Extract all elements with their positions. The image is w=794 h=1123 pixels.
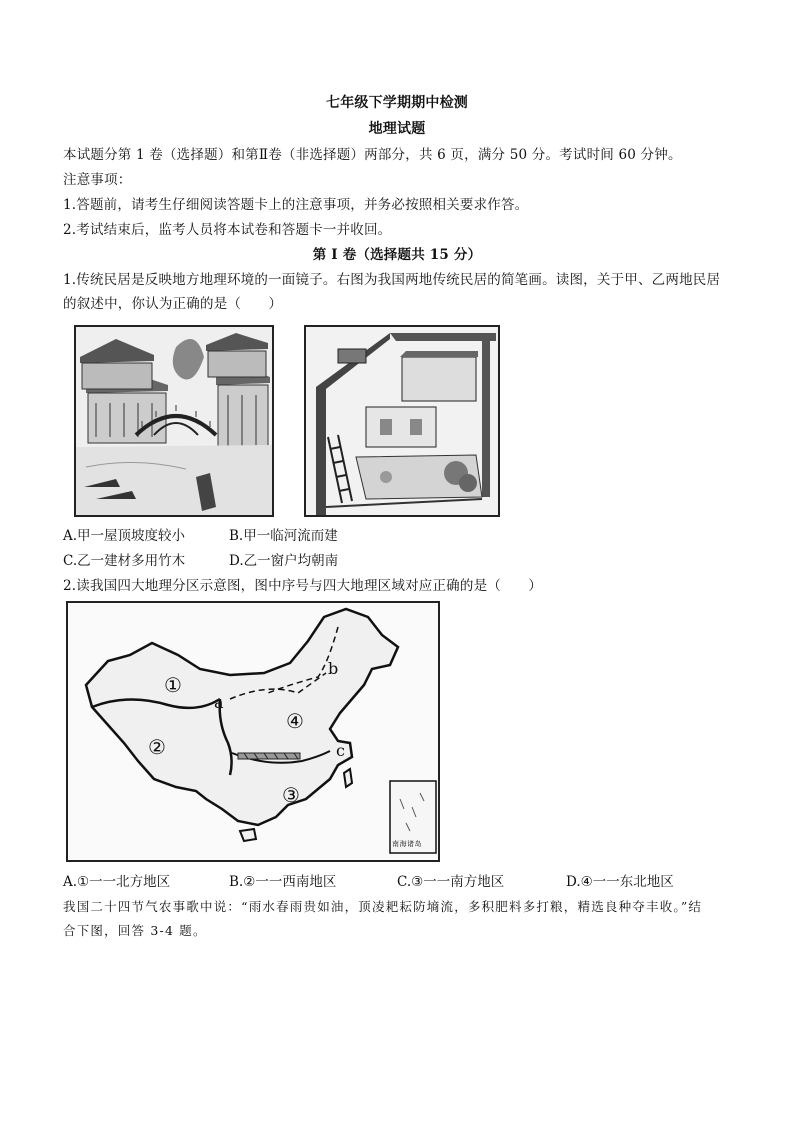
exam-subtitle: 地理试题 xyxy=(368,121,426,137)
house-sketch-jia xyxy=(74,325,274,517)
q3-intro-line1: 我国二十四节气农事歌中说：“雨水春雨贵如油，顶凌耙耘防墒流，多积肥料多打粮，精选良种夺丰收。”结 xyxy=(63,899,703,914)
q3-intro-line2: 合下图，回答 3-4 题。 xyxy=(63,923,207,938)
exam-title: 七年级下学期期中检测 xyxy=(326,95,468,111)
q1-text-line1: 1.传统民居是反映地方地理环境的一面镜子。右图为我国两地传统民居的简笔画。读图，关于甲、乙两地民居 xyxy=(63,272,721,288)
notice-item-1: 1.答题前，请考生仔细阅读答题卡上的注意事项，并务必按照相关要求作答。 xyxy=(63,197,529,213)
region-label-4: ④ xyxy=(286,709,304,733)
q1-option-a[interactable]: A.甲一屋顶坡度较小 xyxy=(63,528,186,544)
region-label-1: ① xyxy=(164,673,182,697)
q2-option-b[interactable]: B.②一一西南地区 xyxy=(229,874,337,890)
region-label-3: ③ xyxy=(282,783,300,807)
q1-option-b[interactable]: B.甲一临河流而建 xyxy=(229,528,338,544)
china-outline-icon xyxy=(68,603,438,860)
courtyard-sketch-icon xyxy=(306,327,498,515)
q1-text-line2: 的叙述中，你认为正确的是（ ） xyxy=(63,296,283,312)
china-regions-map xyxy=(66,601,440,862)
water-town-sketch-icon xyxy=(76,327,272,515)
q1-option-d[interactable]: D.乙一窗户均朝南 xyxy=(229,553,339,569)
notice-item-2: 2.考试结束后，监考人员将本试卷和答题卡一并收回。 xyxy=(63,222,392,238)
map-point-a: a xyxy=(214,693,224,712)
map-point-c: c xyxy=(336,741,345,760)
region-label-2: ② xyxy=(148,735,166,759)
q2-option-d[interactable]: D.④一一东北地区 xyxy=(566,874,674,890)
q2-option-a[interactable]: A.①一一北方地区 xyxy=(63,874,171,890)
q2-option-c[interactable]: C.③一一南方地区 xyxy=(397,874,505,890)
q2-text: 2.读我国四大地理分区示意图，图中序号与四大地理区域对应正确的是（ ） xyxy=(63,578,543,594)
inset-label: 南海诸岛 xyxy=(392,840,422,848)
map-point-b: b xyxy=(328,659,339,678)
intro-line: 本试题分第 1 卷（选择题）和第Ⅱ卷（非选择题）两部分，共 6 页，满分 50 分。考试时间 60 分钟。 xyxy=(63,147,682,163)
section-title: 第 I 卷（选择题共 15 分） xyxy=(312,247,482,263)
q1-option-c[interactable]: C.乙一建材多用竹木 xyxy=(63,553,186,569)
house-sketch-yi xyxy=(304,325,500,517)
notice-label: 注意事项： xyxy=(63,172,132,188)
